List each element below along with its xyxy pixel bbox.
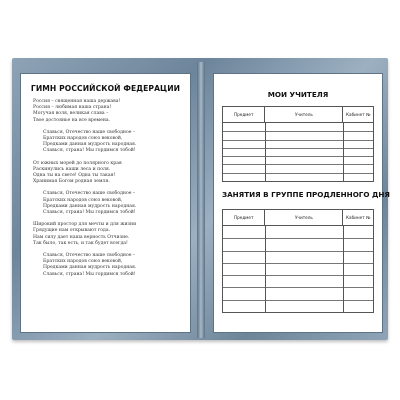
anthem-line: Славься, страна! Мы гордимся тобой!: [43, 210, 136, 216]
anthem-line: Предками данная мудрость народная.: [43, 203, 137, 209]
anthem-line: Братских народов союз вековой,: [43, 259, 123, 265]
teachers-row-line: [223, 140, 373, 141]
anthem-line: Братских народов союз вековой,: [43, 197, 123, 203]
after-school-row-line: [223, 287, 373, 288]
after-school-row-line: [223, 251, 373, 252]
anthem-line: Славься, страна! Мы гордимся тобой!: [43, 148, 136, 154]
teachers-table: [222, 106, 374, 182]
teachers-col-subject: Предмет: [223, 107, 265, 122]
after-school-col-room: Кабинет №: [346, 215, 371, 220]
after-school-row-line: [223, 238, 373, 239]
anthem-line: Славься, Отечество наше свободное –: [43, 129, 136, 135]
teachers-column-divider: [265, 123, 266, 181]
anthem-verse: [33, 161, 182, 186]
anthem-chorus: [43, 191, 182, 216]
teachers-col-teacher: Учитель: [265, 107, 343, 122]
teachers-row-line: [223, 131, 373, 132]
anthem-chorus: [43, 130, 182, 155]
teachers-rows: [223, 123, 373, 181]
teachers-title: МОИ УЧИТЕЛЯ: [267, 90, 329, 99]
after-school-title: ЗАНЯТИЯ В ГРУППЕ ПРОДЛЕННОГО ДНЯ: [222, 190, 390, 199]
anthem-title: ГИМН РОССИЙСКОЙ ФЕДЕРАЦИИ: [30, 84, 181, 93]
after-school-col-teacher: Учитель: [265, 210, 343, 225]
anthem-text: [29, 99, 182, 278]
after-school-row-line: [223, 300, 373, 301]
right-page: [213, 73, 390, 333]
after-school-row-line: [223, 263, 373, 264]
anthem-chorus: [43, 253, 182, 278]
anthem-line: Славься, Отечество наше свободное –: [43, 253, 136, 259]
anthem-line: Славься, Отечество наше свободное –: [43, 191, 136, 197]
anthem-line: Россия – любимая наша страна!: [33, 105, 112, 111]
anthem-line: Раскинулись наши леса и поля.: [33, 166, 111, 172]
after-school-rows: [223, 226, 373, 312]
anthem-line: Твое достоянье на все времена.: [33, 117, 111, 123]
left-page: [20, 73, 191, 333]
anthem-line: Широкий простор для мечты и для жизни: [33, 222, 137, 228]
teachers-row-line: [223, 173, 373, 174]
after-school-column-divider: [343, 226, 344, 312]
anthem-line: Могучая воля, великая слава –: [33, 111, 109, 117]
anthem-line: Предками данная мудрость народная.: [43, 142, 137, 148]
anthem-line: Одна ты на свете! Одна ты такая!: [33, 173, 116, 179]
anthem-line: Так было, так есть, и так будет всегда!: [33, 240, 128, 246]
teachers-row-line: [223, 148, 373, 149]
teachers-column-divider: [343, 123, 344, 181]
anthem-verse: [33, 222, 182, 247]
anthem-line: Славься, страна! Мы гордимся тобой!: [43, 271, 136, 277]
after-school-column-divider: [265, 226, 266, 312]
anthem-line: Нам силу дает наша верность Отчизне.: [33, 234, 130, 240]
teachers-row-line: [223, 156, 373, 157]
after-school-row-line: [223, 275, 373, 276]
anthem-line: От южных морей до полярного края: [33, 160, 122, 166]
anthem-verse: [33, 99, 182, 124]
book-spine: [197, 62, 205, 338]
anthem-line: Грядущие нам открывают года.: [33, 228, 111, 234]
teachers-row-line: [223, 164, 373, 165]
after-school-col-subject: Предмет: [223, 210, 265, 225]
anthem-line: Предками данная мудрость народная.: [43, 265, 137, 271]
anthem-line: Хранимая Богом родная земля.: [33, 179, 110, 185]
anthem-line: Россия – священная наша держава!: [33, 99, 121, 104]
anthem-line: Братских народов союз вековой,: [43, 136, 123, 142]
teachers-col-room: Кабинет №: [346, 112, 371, 117]
after-school-table: [222, 209, 374, 313]
